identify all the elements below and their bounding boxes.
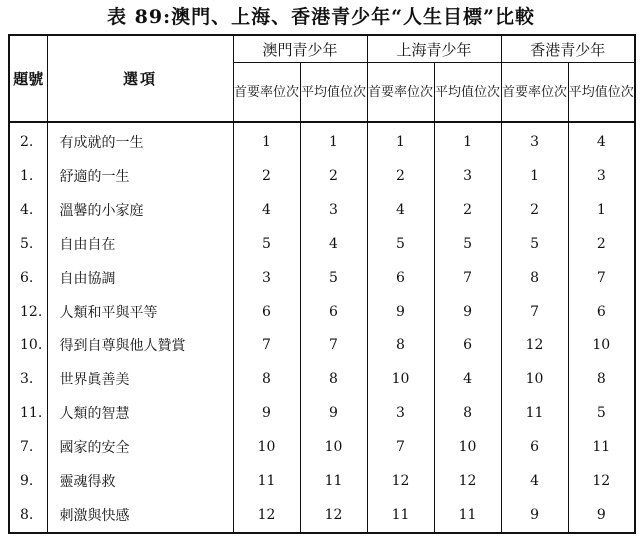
table-row [9,122,635,159]
rank-cell: 12 [367,464,434,498]
table-row [9,362,635,396]
rank-cell: 2 [501,193,568,227]
row-question-number: 9. [9,464,47,498]
rank-cell: 1 [501,159,568,193]
rank-cell: 12 [434,464,501,498]
rank-cell: 10 [434,430,501,464]
rank-cell: 7 [434,261,501,295]
rank-cell: 6 [233,295,300,329]
rank-cell: 12 [300,498,367,533]
row-question-number: 1. [9,159,47,193]
row-option: 刺激與快感 [47,498,233,533]
rank-cell: 5 [300,261,367,295]
row-question-number: 6. [9,261,47,295]
rank-cell: 4 [233,193,300,227]
rank-cell: 3 [568,159,635,193]
rank-cell: 2 [233,159,300,193]
rank-cell: 6 [300,295,367,329]
header-sub-hongkong-mean-rank: 平均值位次 [568,63,635,123]
row-option: 有成就的一生 [47,122,233,159]
table-row [9,227,635,261]
table-row [9,295,635,329]
header-sub-shanghai-mean-rank: 平均值位次 [434,63,501,123]
table-row [9,261,635,295]
rank-cell: 12 [233,498,300,533]
row-option: 得到自尊與他人贊賞 [47,329,233,363]
rank-cell: 3 [367,396,434,430]
rank-cell: 5 [434,227,501,261]
rank-cell: 11 [367,498,434,533]
rank-cell: 8 [367,329,434,363]
rank-cell: 6 [501,430,568,464]
rank-cell: 4 [434,362,501,396]
table-row [9,498,635,533]
header-group-hongkong: 香港青少年 [501,35,635,63]
rank-cell: 7 [300,329,367,363]
rank-cell: 7 [501,295,568,329]
row-option: 世界眞善美 [47,362,233,396]
rank-cell: 11 [434,498,501,533]
rank-cell: 3 [233,261,300,295]
rank-cell: 7 [367,430,434,464]
header-sub-shanghai-primary-rank: 首要率位次 [367,63,434,123]
rank-cell: 6 [367,261,434,295]
header-question-number: 題號 [9,35,47,122]
rank-cell: 5 [367,227,434,261]
table-row [9,329,635,363]
rank-cell: 9 [367,295,434,329]
rank-cell: 5 [501,227,568,261]
rank-cell: 11 [233,464,300,498]
row-option: 自由自在 [47,227,233,261]
rank-cell: 10 [568,329,635,363]
rank-cell: 1 [434,122,501,159]
rank-cell: 5 [568,396,635,430]
header-option: 選項 [47,35,233,122]
header-group-macau: 澳門青少年 [233,35,367,63]
row-option: 人類的智慧 [47,396,233,430]
table-row [9,159,635,193]
rank-cell: 4 [300,227,367,261]
row-question-number: 8. [9,498,47,533]
rank-cell: 8 [434,396,501,430]
rank-cell: 12 [501,329,568,363]
comparison-table [8,34,636,534]
rank-cell: 4 [367,193,434,227]
row-option: 舒適的一生 [47,159,233,193]
rank-cell: 12 [568,464,635,498]
rank-cell: 6 [568,295,635,329]
rank-cell: 1 [233,122,300,159]
rank-cell: 8 [501,261,568,295]
rank-cell: 2 [434,193,501,227]
table-row [9,464,635,498]
rank-cell: 9 [233,396,300,430]
rank-cell: 2 [367,159,434,193]
rank-cell: 11 [300,464,367,498]
rank-cell: 2 [300,159,367,193]
rank-cell: 9 [434,295,501,329]
rank-cell: 9 [300,396,367,430]
rank-cell: 8 [300,362,367,396]
rank-cell: 8 [568,362,635,396]
rank-cell: 2 [568,227,635,261]
header-sub-macau-primary-rank: 首要率位次 [233,63,300,123]
row-option: 溫馨的小家庭 [47,193,233,227]
row-question-number: 3. [9,362,47,396]
row-question-number: 12. [9,295,47,329]
rank-cell: 10 [233,430,300,464]
table-row [9,193,635,227]
rank-cell: 4 [568,122,635,159]
rank-cell: 11 [501,396,568,430]
row-question-number: 4. [9,193,47,227]
rank-cell: 9 [568,498,635,533]
rank-cell: 1 [568,193,635,227]
row-question-number: 11. [9,396,47,430]
rank-cell: 3 [300,193,367,227]
rank-cell: 3 [501,122,568,159]
row-question-number: 5. [9,227,47,261]
table-row [9,430,635,464]
rank-cell: 1 [300,122,367,159]
rank-cell: 7 [233,329,300,363]
row-option: 國家的安全 [47,430,233,464]
rank-cell: 10 [300,430,367,464]
row-question-number: 10. [9,329,47,363]
rank-cell: 10 [501,362,568,396]
header-sub-hongkong-primary-rank: 首要率位次 [501,63,568,123]
row-question-number: 7. [9,430,47,464]
rank-cell: 3 [434,159,501,193]
table-title: 表 89:澳門、上海、香港青少年“人生目標”比較 [107,6,535,28]
rank-cell: 8 [233,362,300,396]
row-option: 人類和平與平等 [47,295,233,329]
header-sub-macau-mean-rank: 平均值位次 [300,63,367,123]
rank-cell: 7 [568,261,635,295]
rank-cell: 10 [367,362,434,396]
header-group-shanghai: 上海青少年 [367,35,501,63]
table-body [9,122,635,533]
row-question-number: 2. [9,122,47,159]
rank-cell: 5 [233,227,300,261]
rank-cell: 6 [434,329,501,363]
rank-cell: 1 [367,122,434,159]
row-option: 自由協調 [47,261,233,295]
rank-cell: 11 [568,430,635,464]
rank-cell: 4 [501,464,568,498]
rank-cell: 9 [501,498,568,533]
table-row [9,396,635,430]
row-option: 靈魂得救 [47,464,233,498]
